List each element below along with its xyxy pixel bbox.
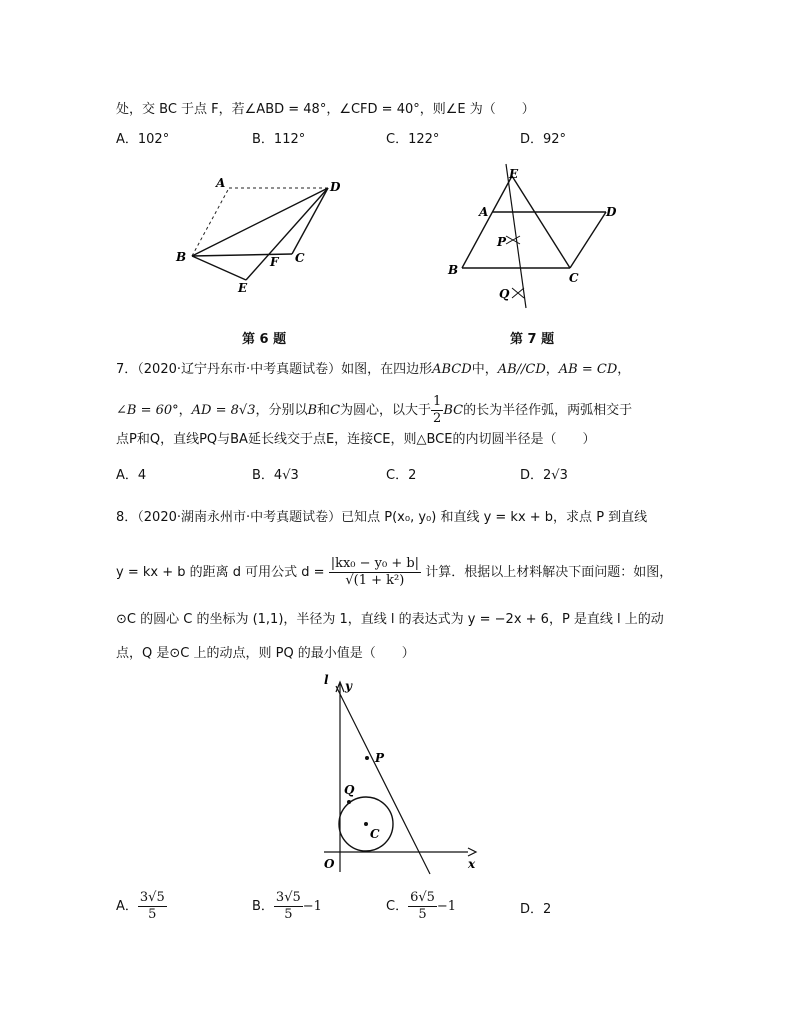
fig7-label-b: B (448, 263, 459, 277)
fig8-label-o: O (324, 857, 335, 871)
half-fraction: $\frac{1}{2}$ (433, 394, 442, 426)
q7-option-a: A．4 (116, 468, 147, 483)
fig8-label-q: Q (344, 783, 355, 797)
q6-option-a: A．102° (116, 132, 170, 147)
q6-stem-line: 处，交 BC 于点 F，若∠ABD = 48°，∠CFD = 40°，则∠E 为（ ） (116, 102, 535, 117)
distance-formula: $\frac{\text{|kx₀ − y₀ + b|}}{\text{√(1 + k²)}}$ (330, 556, 420, 588)
q7-line-2: ∠B = 60°，AD = 8√3，分别以B和C为圆心，以大于 $\frac{1}{2}$ BC的长为半径作弧，两弧相交于 (116, 394, 633, 426)
figure-8-coordinate-plane (310, 672, 490, 882)
fig6-label-e: E (238, 281, 248, 295)
fig7-label-c: C (569, 271, 579, 285)
figure-7 (440, 160, 630, 310)
q6-option-c: C．122° (386, 132, 440, 147)
q8-line-3: ⊙C 的圆心 C 的坐标为 (1,1)，半径为 1，直线 l 的表达式为 y = −2x + 6，P 是直线 l 上的动 (116, 612, 664, 627)
q8-option-a: A． $\frac{3√5}{5}$ (116, 890, 165, 922)
fig8-label-l: l (324, 673, 329, 687)
q8-option-d: D．2 (520, 902, 552, 917)
q8-line-2: y = kx + b 的距离 d 可用公式 d = $\frac{\text{|kx₀ − y₀ + b|}}{\text{√(1 + k²)}}$ 计算．根据以上材料解决下面问题：如图， (116, 556, 673, 588)
q8-line-1: 8．（2020·湖南永州市·中考真题试卷）已知点 P(x₀, y₀) 和直线 y = kx + b，求点 P 到直线 (116, 510, 648, 525)
q8-line-4: 点，Q 是⊙C 上的动点，则 PQ 的最小值是（ ） (116, 646, 415, 661)
fig6-label-f: F (270, 255, 279, 269)
fig6-label-a: A (216, 176, 226, 190)
q8-option-c: C． $\frac{6√5}{5}$ −1 (386, 890, 457, 922)
q7-option-c: C．2 (386, 468, 417, 483)
q6-option-d: D．92° (520, 132, 567, 147)
figure-6-caption: 第 6 题 (242, 332, 287, 347)
fig8-label-y: y (345, 679, 352, 693)
fig6-label-c: C (295, 251, 305, 265)
q7-line-1: 7．（2020·辽宁丹东市·中考真题试卷）如图，在四边形ABCD中，AB//CD，AB = CD， (116, 362, 631, 377)
fig8-label-p: P (375, 751, 385, 765)
fig7-label-p: P (497, 235, 507, 249)
q7-option-d: D．2√3 (520, 468, 568, 483)
figure-6 (168, 170, 358, 300)
q7-option-b: B．4√3 (252, 468, 299, 483)
fig7-label-a: A (479, 205, 489, 219)
fig7-label-e: E (509, 167, 519, 181)
fig6-label-d: D (330, 180, 341, 194)
q6-option-b: B．112° (252, 132, 306, 147)
fig8-label-x: x (468, 857, 476, 871)
figure-7-caption: 第 7 题 (510, 332, 555, 347)
fig6-label-b: B (176, 250, 187, 264)
fig7-label-d: D (606, 205, 617, 219)
q8-option-b: B． $\frac{3√5}{5}$ −1 (252, 890, 322, 922)
fig7-label-q: Q (499, 287, 510, 301)
fig8-label-c: C (370, 827, 380, 841)
q7-line-3: 点P和Q，直线PQ与BA延长线交于点E，连接CE，则△BCE的内切圆半径是（ ） (116, 432, 596, 447)
